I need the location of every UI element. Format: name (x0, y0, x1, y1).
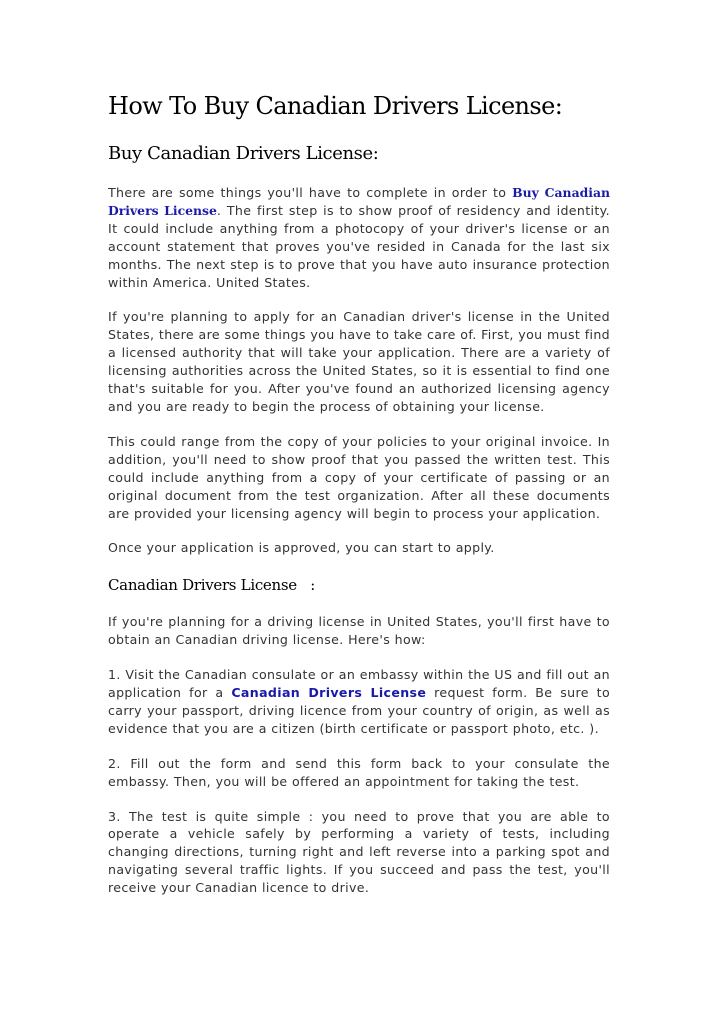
canadian-drivers-license-link[interactable]: Canadian Drivers License (231, 685, 427, 701)
document-content (108, 90, 610, 897)
paragraph-1-text-before: There are some things you'll have to complete in order to (108, 185, 513, 200)
section-heading-buy: Buy Canadian Drivers License: (108, 143, 379, 164)
step-1-text-after: request form. Be sure to carry your passport, driving licence from your country of origin, as well as evidence that you are a citizen (birth certificate or passport photo, etc. ). (108, 685, 611, 736)
paragraph-5: If you're planning for a driving license in United States, you'll first have to obtain an Canadian driving license. Here's how: (108, 614, 610, 648)
page-title: How To Buy Canadian Drivers License: (108, 92, 563, 120)
step-3: 3. The test is quite simple : you need to prove that you are able to operate a vehicle safely by performing a variety of tests, including changing directions, turning right and left reverse into a parking spot and navigating several traffic lights. If you succeed and pass the test, you'll receive your Canadian licence to drive. (108, 808, 610, 896)
paragraph-3: This could range from the copy of your policies to your original invoice. In addition, you'll need to show proof that you passed the written test. This could include anything from a copy of your certificate of passing or an original document from the test organization. After all these documents are provided your licensing agency will begin to process your application. (108, 433, 610, 521)
step-2: 2. Fill out the form and send this form back to your consulate the embassy. Then, you will be offered an appointment for taking the test. (108, 755, 610, 789)
paragraph-2: If you're planning to apply for an Canadian driver's license in the United States, there are some things you have to take care of. First, you must find a licensed authority that will take your application. There are a variety of licensing authorities across the United States, so it is essential to find one that's suitable for you. After you've found an authorized licensing agency and you are ready to begin the process of obtaining your license. (108, 309, 611, 414)
buy-canadian-drivers-license-link[interactable]: Buy Canadian Drivers License (108, 185, 611, 218)
step-1-text-before: 1. Visit the Canadian consulate or an embassy within the US and fill out an application for a (108, 667, 610, 701)
paragraph-4: Once your application is approved, you can start to apply. (108, 540, 495, 556)
paragraph-1 (108, 184, 610, 291)
step-1 (108, 666, 610, 738)
section-heading-canadian: Canadian Drivers License : (108, 576, 316, 595)
paragraph-1-text-after: . The first step is to show proof of residency and identity. It could include anything from a photocopy of your driver's license or an account statement that proves you've resided in Canada for the last six months. The next step is to prove that you have auto insurance protection within America. United States. (108, 202, 611, 290)
